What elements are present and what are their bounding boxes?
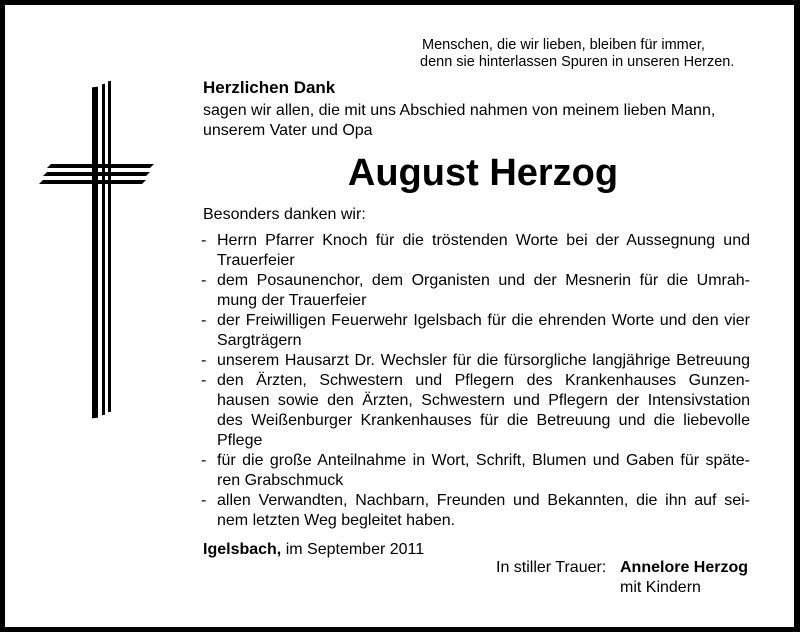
motto-line: denn sie hinterlassen Spuren in unseren Herzen. <box>420 54 735 70</box>
list-line: des Weißenburger Krankenhauses für die Betreuung und die liebevolle <box>217 412 750 429</box>
intro-text <box>203 101 763 141</box>
list-line: Trauerfeier <box>217 252 295 269</box>
list-line: für die große Anteilnahme in Wort, Schrift, Blumen und Gaben für späte- <box>217 452 750 469</box>
cross-icon <box>0 0 200 632</box>
list-dash: - <box>201 452 207 469</box>
list-dash: - <box>201 272 207 289</box>
list-item <box>201 231 750 271</box>
thanks-list <box>201 231 750 531</box>
list-dash: - <box>201 352 207 369</box>
list-dash: - <box>201 312 207 329</box>
place: Igelsbach, <box>203 541 282 558</box>
list-line: Herrn Pfarrer Knoch für die tröstenden Worte bei der Aussegnung und <box>217 232 750 249</box>
list-line: Pflege <box>217 432 263 449</box>
intro-line: sagen wir allen, die mit uns Abschied nahmen von meinem lieben Mann, <box>203 102 716 119</box>
list-line: unserem Hausarzt Dr. Wechsler für die fürsorgliche langjährige Betreuung <box>217 352 750 369</box>
motto <box>420 37 770 71</box>
list-line: dem Posaunenchor, dem Organisten und der Mesnerin für die Umrah- <box>217 272 750 289</box>
mourner-name: Annelore Herzog <box>620 559 749 576</box>
list-dash: - <box>201 372 207 389</box>
list-dash: - <box>201 492 207 509</box>
list-line: nem letzten Weg begleitet haben. <box>217 512 456 529</box>
list-item <box>201 451 750 491</box>
list-line: allen Verwandten, Nachbarn, Freunden und Bekannten, die ihn auf sei- <box>217 492 750 509</box>
list-dash: - <box>201 232 207 249</box>
cross-vertical-bar <box>92 87 98 419</box>
list-item <box>201 351 750 371</box>
mourning-label: In stiller Trauer: <box>496 559 607 576</box>
list-line: hausen sowie den Ärzten, Schwestern und Pflegern der Intensivstation <box>217 392 750 409</box>
list-item <box>201 371 750 451</box>
list-line: mung der Trauerfeier <box>217 292 367 309</box>
date: im September 2011 <box>285 541 425 558</box>
list-line: der Freiwilligen Feuerwehr Igelsbach für die ehrenden Worte und den vier <box>217 312 750 329</box>
thanks-heading: Herzlichen Dank <box>203 78 336 97</box>
cross-vertical-bar <box>102 84 105 415</box>
besonders-label: Besonders danken wir: <box>203 206 366 223</box>
cross-vertical-bar <box>108 81 111 412</box>
place-date <box>203 540 424 560</box>
list-line: den Ärzten, Schwestern und Pflegern des Krankenhauses Gunzen- <box>217 372 750 389</box>
list-item <box>201 271 750 311</box>
list-line: Sargträgern <box>217 332 302 349</box>
motto-line: Menschen, die wir lieben, bleiben für immer, <box>422 37 705 53</box>
list-item <box>201 311 750 351</box>
deceased-name: August Herzog <box>347 152 619 194</box>
cross-horizontal-bar <box>43 172 150 176</box>
list-item <box>201 491 750 531</box>
list-line: ren Grabschmuck <box>217 472 344 489</box>
mourner-sub: mit Kindern <box>620 579 701 596</box>
intro-line: unserem Vater und Opa <box>203 122 373 139</box>
cross-horizontal-bar <box>39 180 146 184</box>
cross-horizontal-bar <box>47 164 154 168</box>
